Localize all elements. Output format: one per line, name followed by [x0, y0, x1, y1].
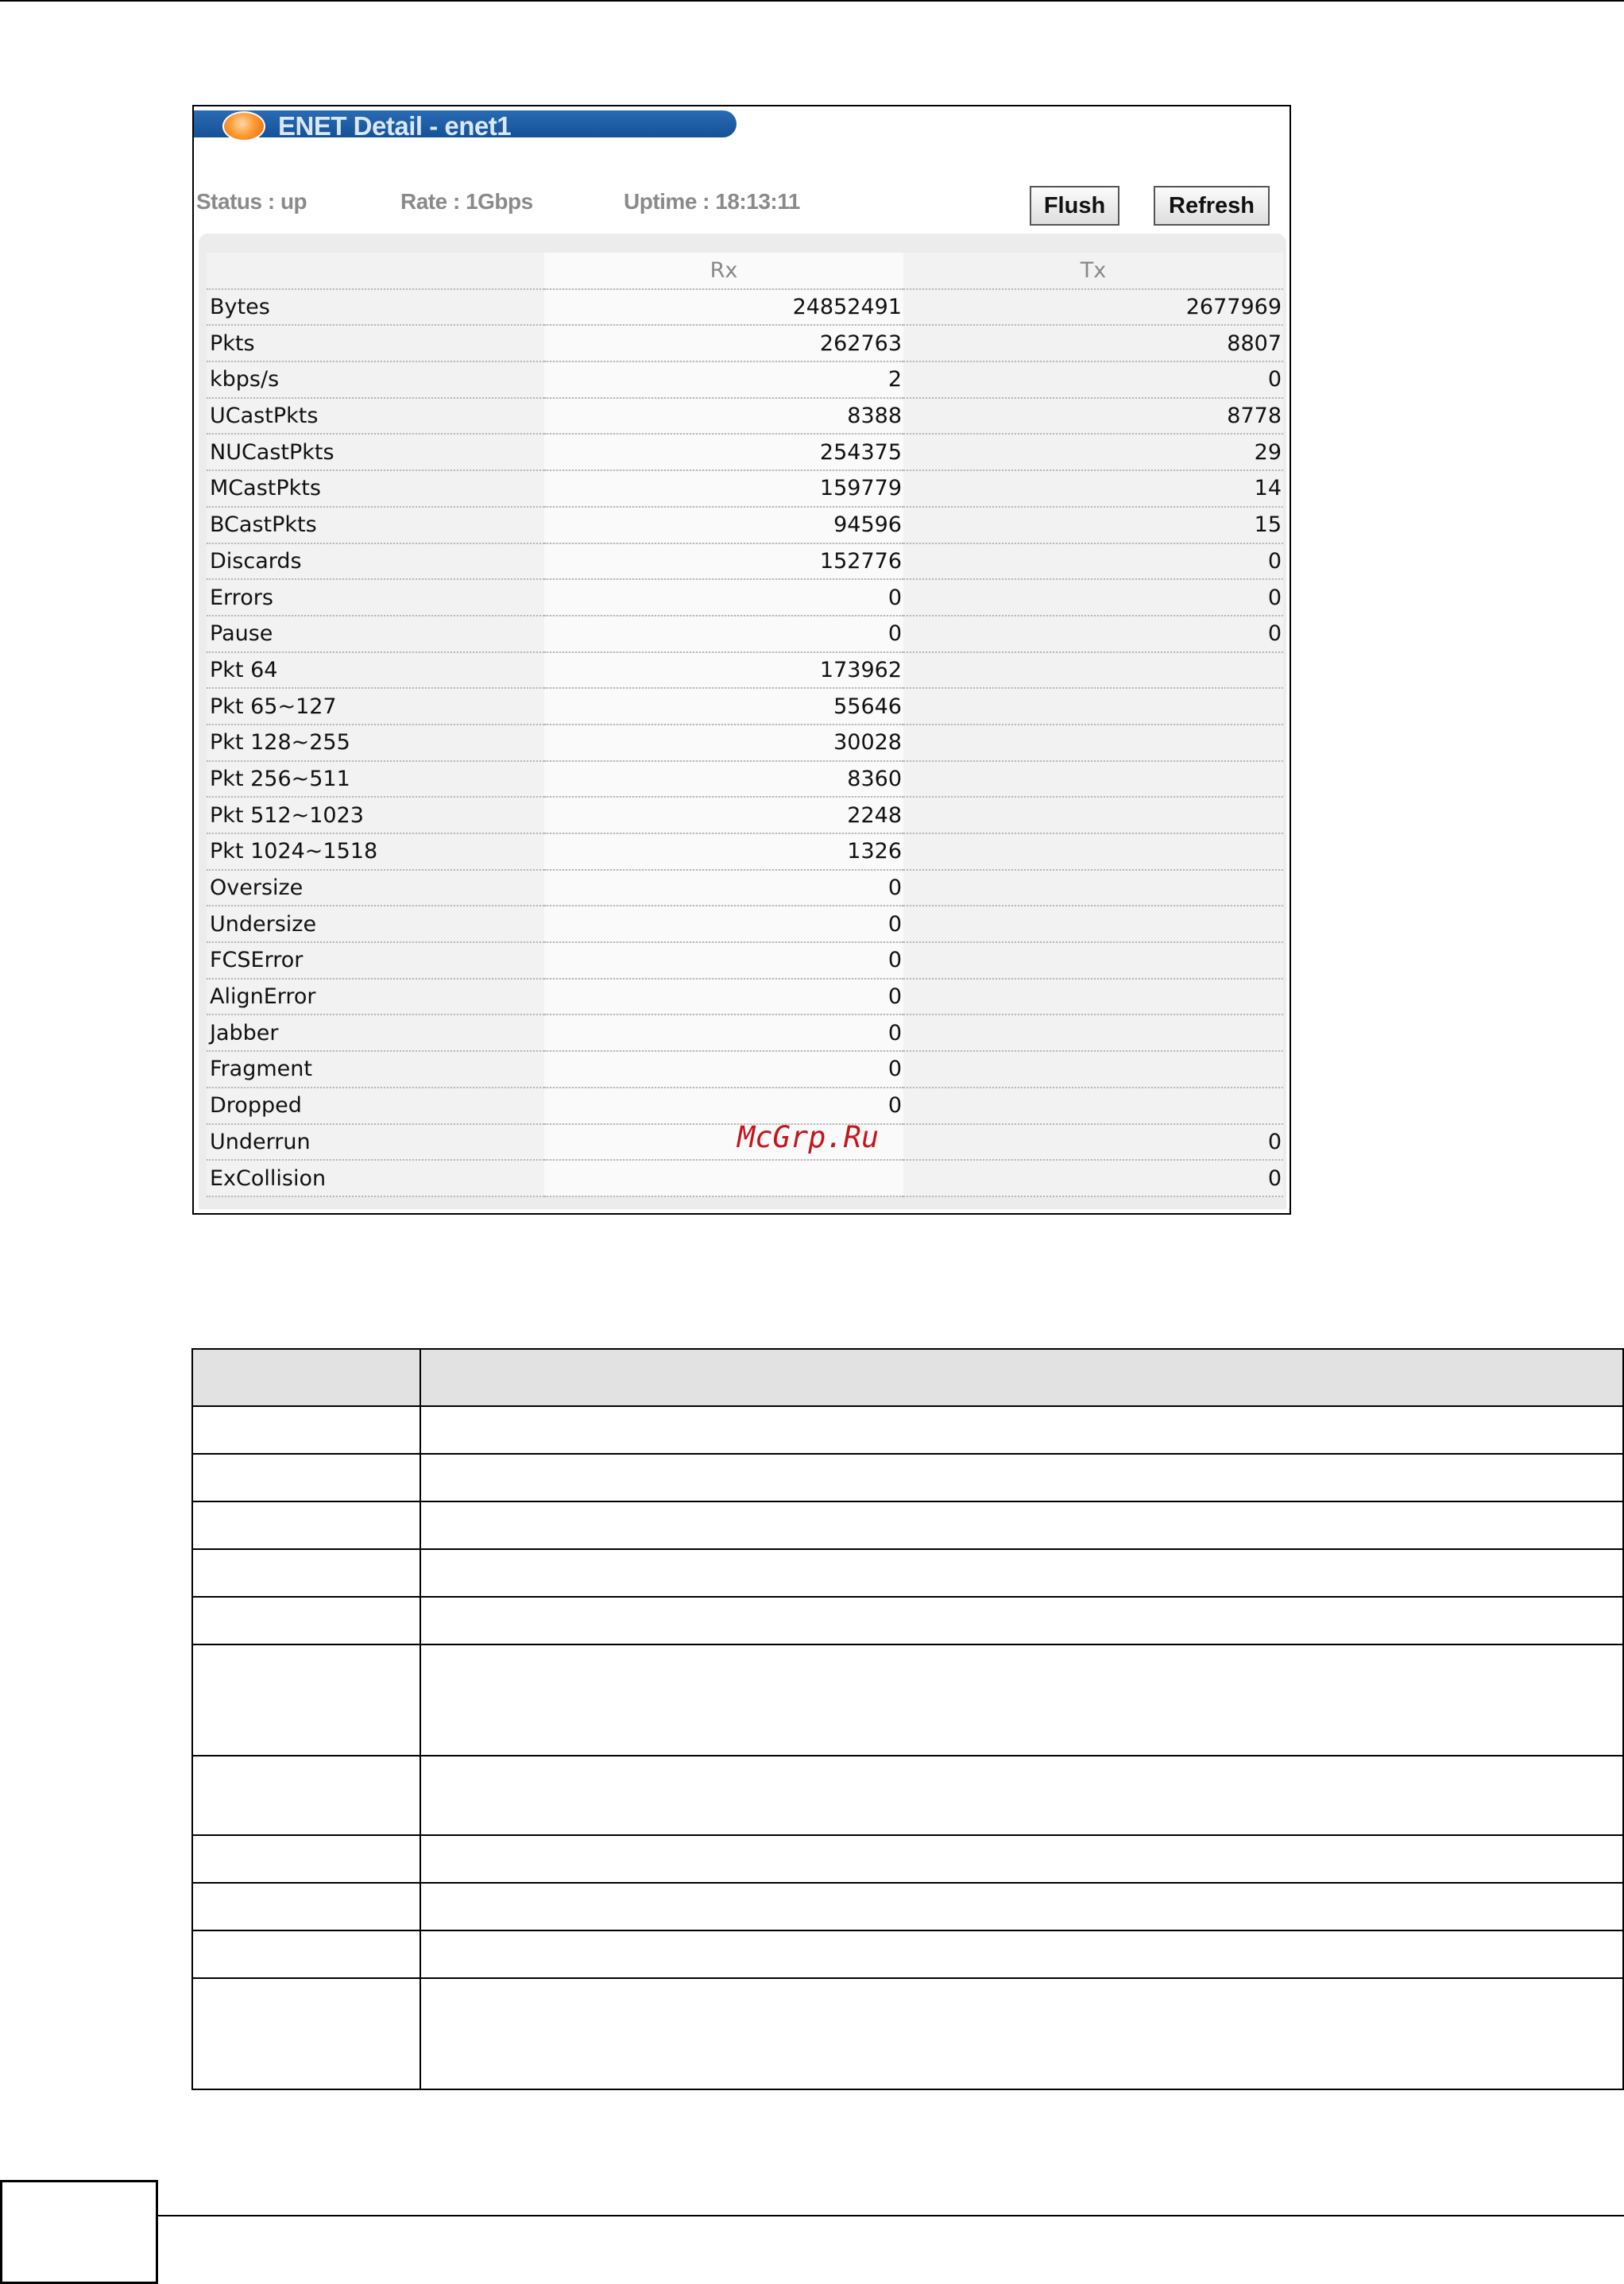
table-row: [207, 833, 1283, 870]
table-row: [207, 579, 1283, 616]
watermark: McGrp.Ru: [737, 1120, 880, 1154]
row-label: Errors: [207, 579, 544, 616]
row-label: Dropped: [207, 1088, 544, 1124]
table-row: [207, 652, 1283, 689]
row-label: Underrun: [207, 1124, 544, 1161]
row-rx-value: 0: [544, 942, 903, 979]
row-tx-value: 0: [903, 579, 1283, 616]
row-tx-value: [903, 725, 1283, 761]
row-tx-value: [903, 688, 1283, 725]
description-label-cell: [192, 1406, 420, 1454]
rate-text: Rate : 1Gbps: [400, 189, 533, 214]
description-text-cell: [420, 1549, 1623, 1597]
row-tx-value: 8778: [903, 398, 1283, 435]
row-rx-value: 254375: [544, 434, 903, 470]
row-label: Jabber: [207, 1014, 544, 1051]
row-tx-value: 14: [903, 470, 1283, 507]
table-row: [207, 725, 1283, 761]
row-tx-value: 15: [903, 507, 1283, 543]
row-rx-value: 173962: [544, 652, 903, 689]
row-rx-value: 152776: [544, 543, 903, 580]
description-label-cell: [192, 1549, 420, 1597]
title-bar: [194, 110, 737, 141]
row-label: UCastPkts: [207, 398, 544, 435]
table-row: [207, 543, 1283, 580]
row-rx-value: 55646: [544, 688, 903, 725]
enet-detail-window: [192, 105, 1291, 1215]
header-tx: Tx: [903, 253, 1283, 289]
table-row: [207, 1088, 1283, 1124]
row-rx-value: 2: [544, 361, 903, 398]
window-title: ENET Detail - enet1: [278, 111, 512, 141]
row-rx-value: [544, 1160, 903, 1196]
table-row: [207, 434, 1283, 470]
row-tx-value: 2677969: [903, 289, 1283, 326]
statistics-table: [207, 253, 1283, 1197]
description-row: [192, 1756, 1623, 1835]
row-tx-value: [903, 979, 1283, 1015]
row-label: Bytes: [207, 289, 544, 326]
description-text-cell: [420, 1930, 1623, 1978]
description-text-cell: [420, 1597, 1623, 1644]
row-label: BCastPkts: [207, 507, 544, 543]
row-rx-value: 24852491: [544, 289, 903, 326]
row-label: Pkt 256~511: [207, 761, 544, 798]
row-label: Pkt 128~255: [207, 725, 544, 761]
refresh-button[interactable]: Refresh: [1154, 186, 1270, 226]
description-label-cell: [192, 1644, 420, 1756]
row-rx-value: 0: [544, 1014, 903, 1051]
row-label: Oversize: [207, 870, 544, 906]
description-label-cell: [192, 1883, 420, 1930]
row-label: kbps/s: [207, 361, 544, 398]
description-row: [192, 1501, 1623, 1549]
uptime-text: Uptime : 18:13:11: [624, 189, 800, 214]
row-label: MCastPkts: [207, 470, 544, 507]
row-tx-value: [903, 1051, 1283, 1088]
description-row: [192, 1549, 1623, 1597]
row-label: FCSError: [207, 942, 544, 979]
table-row: [207, 398, 1283, 435]
description-text-cell: [420, 1835, 1623, 1883]
description-text-cell: [420, 1756, 1623, 1835]
row-tx-value: 29: [903, 434, 1283, 470]
row-tx-value: [903, 906, 1283, 942]
header-label: [207, 253, 544, 289]
row-rx-value: 2248: [544, 797, 903, 833]
row-rx-value: 8360: [544, 761, 903, 798]
row-rx-value: 0: [544, 616, 903, 652]
row-tx-value: 0: [903, 361, 1283, 398]
row-rx-value: 0: [544, 1051, 903, 1088]
row-rx-value: 94596: [544, 507, 903, 543]
status-orb-icon: [222, 111, 265, 141]
description-label-cell: [192, 1454, 420, 1501]
row-label: Pause: [207, 616, 544, 652]
header-row: [207, 253, 1283, 289]
row-label: ExCollision: [207, 1160, 544, 1196]
row-label: Undersize: [207, 906, 544, 942]
table-row: [207, 870, 1283, 906]
row-tx-value: [903, 761, 1283, 798]
row-rx-value: 0: [544, 906, 903, 942]
description-label-cell: [192, 1835, 420, 1883]
description-text-cell: [420, 1883, 1623, 1930]
row-tx-value: 8807: [903, 325, 1283, 361]
row-label: Pkt 1024~1518: [207, 833, 544, 870]
row-tx-value: 0: [903, 1124, 1283, 1161]
row-label: Pkt 64: [207, 652, 544, 689]
row-label: Pkts: [207, 325, 544, 361]
status-text: Status : up: [196, 189, 307, 214]
row-rx-value: 0: [544, 579, 903, 616]
row-rx-value: 0: [544, 979, 903, 1015]
row-label: Pkt 65~127: [207, 688, 544, 725]
footer-rule: [158, 2215, 1624, 2216]
table-row: [207, 979, 1283, 1015]
row-label: Fragment: [207, 1051, 544, 1088]
description-label-cell: [192, 1756, 420, 1835]
row-rx-value: 0: [544, 870, 903, 906]
row-rx-value: 262763: [544, 325, 903, 361]
table-row: [207, 688, 1283, 725]
description-row: [192, 1644, 1623, 1756]
table-row: [207, 616, 1283, 652]
row-label: NUCastPkts: [207, 434, 544, 470]
table-row: [207, 289, 1283, 326]
description-label-cell: [192, 1501, 420, 1549]
page-top-rule: [0, 0, 1624, 2]
row-rx-value: 159779: [544, 470, 903, 507]
page-number-box: [0, 2180, 158, 2284]
description-row: [192, 1883, 1623, 1930]
statistics-area: [199, 234, 1286, 1209]
description-label-cell: [192, 1930, 420, 1978]
row-rx-value: 1326: [544, 833, 903, 870]
description-text-cell: [420, 1454, 1623, 1501]
flush-button[interactable]: Flush: [1030, 186, 1119, 226]
row-rx-value: 0: [544, 1088, 903, 1124]
description-label-cell: [192, 1978, 420, 2089]
table-row: [207, 507, 1283, 543]
table-row: [207, 942, 1283, 979]
table-row: [207, 761, 1283, 798]
table-row: [207, 1014, 1283, 1051]
description-header-description: [420, 1349, 1623, 1406]
row-rx-value: 8388: [544, 398, 903, 435]
description-row: [192, 1978, 1623, 2089]
description-text-cell: [420, 1501, 1623, 1549]
table-row: [207, 906, 1283, 942]
description-row: [192, 1597, 1623, 1644]
row-tx-value: [903, 942, 1283, 979]
row-rx-value: 30028: [544, 725, 903, 761]
row-tx-value: [903, 833, 1283, 870]
table-row: [207, 361, 1283, 398]
description-table: [191, 1348, 1624, 2090]
description-text-cell: [420, 1978, 1623, 2089]
description-label-cell: [192, 1597, 420, 1644]
header-rx: Rx: [544, 253, 903, 289]
row-tx-value: [903, 1014, 1283, 1051]
row-label: Discards: [207, 543, 544, 580]
row-label: Pkt 512~1023: [207, 797, 544, 833]
row-tx-value: 0: [903, 1160, 1283, 1196]
table-row: [207, 797, 1283, 833]
table-row: [207, 470, 1283, 507]
description-header-label: [192, 1349, 420, 1406]
row-tx-value: 0: [903, 543, 1283, 580]
table-row: [207, 1051, 1283, 1088]
description-header-row: [192, 1349, 1623, 1406]
table-row: [207, 1160, 1283, 1196]
description-row: [192, 1406, 1623, 1454]
description-row: [192, 1835, 1623, 1883]
row-tx-value: 0: [903, 616, 1283, 652]
table-row: [207, 325, 1283, 361]
row-tx-value: [903, 870, 1283, 906]
description-text-cell: [420, 1406, 1623, 1454]
description-text-cell: [420, 1644, 1623, 1756]
row-tx-value: [903, 1088, 1283, 1124]
row-tx-value: [903, 652, 1283, 689]
row-tx-value: [903, 797, 1283, 833]
description-row: [192, 1454, 1623, 1501]
description-row: [192, 1930, 1623, 1978]
row-label: AlignError: [207, 979, 544, 1015]
